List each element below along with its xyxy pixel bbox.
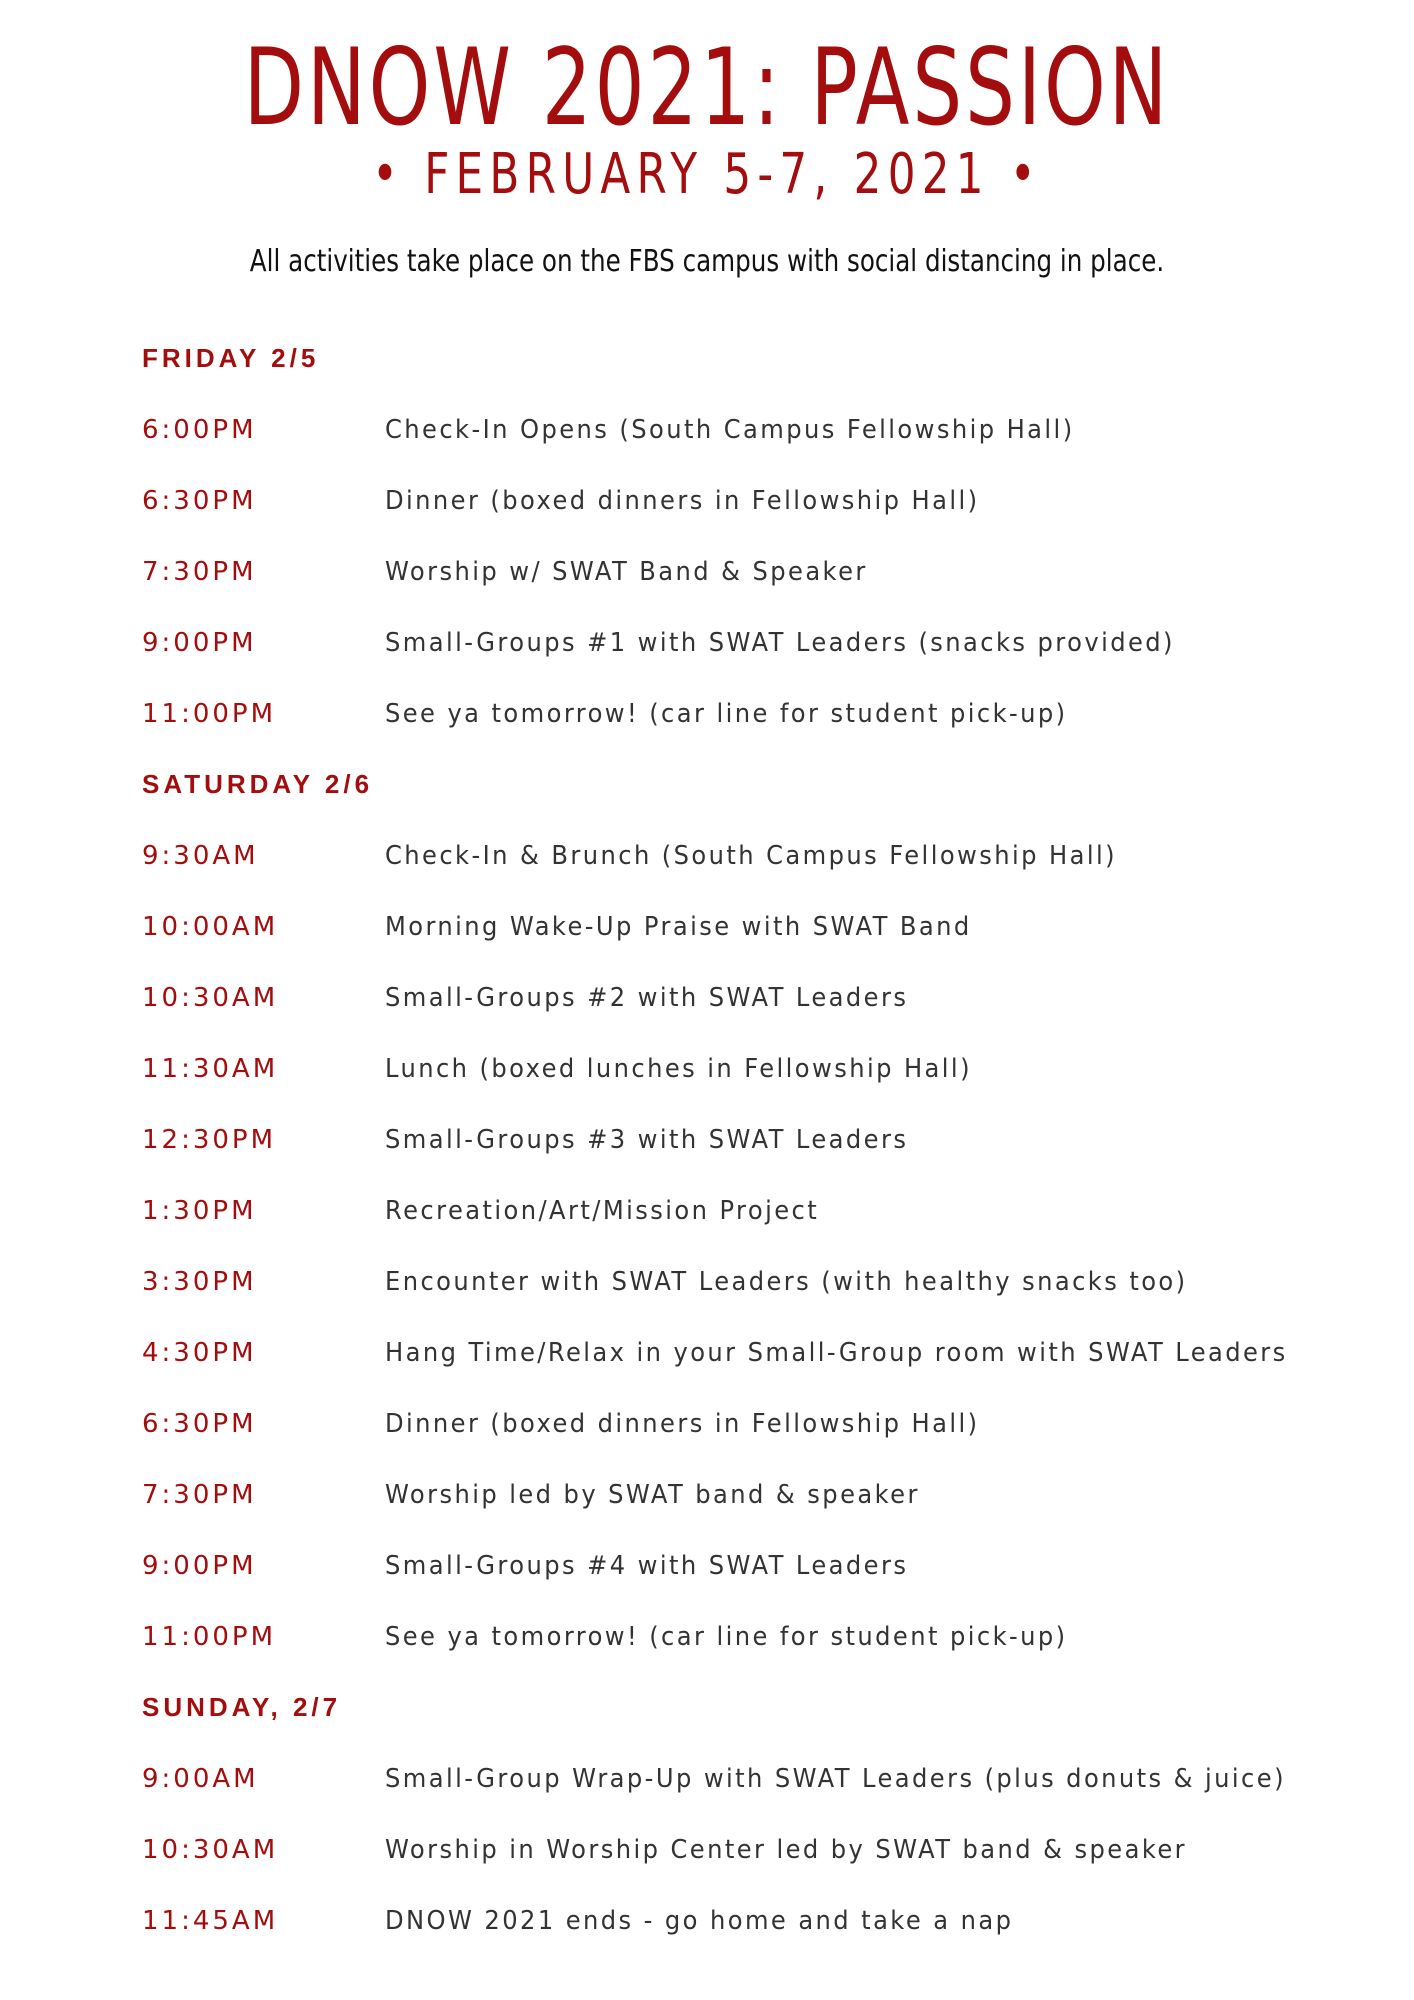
- schedule-time: 7:30PM: [142, 557, 257, 587]
- schedule-time: 6:00PM: [142, 415, 257, 445]
- schedule-time: 11:30AM: [142, 1054, 279, 1084]
- schedule-activity: Worship in Worship Center led by SWAT band & speaker: [385, 1835, 1188, 1865]
- schedule-time: 9:00PM: [142, 1551, 257, 1581]
- schedule-time: 3:30PM: [142, 1267, 257, 1297]
- schedule-time: 6:30PM: [142, 486, 257, 516]
- schedule-row: [0, 552, 1414, 592]
- day-heading-friday: FRIDAY 2/5: [142, 343, 320, 373]
- schedule-row: [0, 481, 1414, 521]
- schedule-activity: Dinner (boxed dinners in Fellowship Hall): [385, 1409, 980, 1439]
- schedule-activity: Small-Groups #4 with SWAT Leaders: [385, 1551, 909, 1581]
- schedule-activity: See ya tomorrow! (car line for student pick-up): [385, 1622, 1068, 1652]
- schedule-activity: Worship led by SWAT band & speaker: [385, 1480, 920, 1510]
- page-title: DNOW 2021: PASSION: [243, 26, 1171, 149]
- schedule-time: 12:30PM: [142, 1125, 277, 1155]
- intro-text: All activities take place on the FBS campus with social distancing in place.: [249, 244, 1165, 279]
- schedule-activity: Dinner (boxed dinners in Fellowship Hall): [385, 486, 980, 516]
- schedule-activity: Small-Group Wrap-Up with SWAT Leaders (plus donuts & juice): [385, 1764, 1286, 1794]
- schedule-row: [0, 978, 1414, 1018]
- schedule-activity: Small-Groups #2 with SWAT Leaders: [385, 983, 909, 1013]
- schedule-time: 11:00PM: [142, 699, 277, 729]
- schedule-activity: Morning Wake-Up Praise with SWAT Band: [385, 912, 972, 942]
- schedule-activity: Small-Groups #1 with SWAT Leaders (snacks provided): [385, 628, 1175, 658]
- schedule-row: [0, 694, 1414, 734]
- schedule-activity: See ya tomorrow! (car line for student pick-up): [385, 699, 1068, 729]
- schedule-row: [0, 1191, 1414, 1231]
- schedule-time: 11:45AM: [142, 1906, 279, 1936]
- schedule-activity: Worship w/ SWAT Band & Speaker: [385, 557, 868, 587]
- schedule-activity: Small-Groups #3 with SWAT Leaders: [385, 1125, 909, 1155]
- schedule-activity: Check-In Opens (South Campus Fellowship Hall): [385, 415, 1075, 445]
- schedule-time: 10:30AM: [142, 983, 279, 1013]
- schedule-row: [0, 907, 1414, 947]
- schedule-row: [0, 836, 1414, 876]
- schedule-row: [0, 1546, 1414, 1586]
- schedule-activity: DNOW 2021 ends - go home and take a nap: [385, 1906, 1014, 1936]
- schedule-row: [0, 1404, 1414, 1444]
- schedule-time: 11:00PM: [142, 1622, 277, 1652]
- schedule-row: [0, 1049, 1414, 1089]
- schedule-time: 6:30PM: [142, 1409, 257, 1439]
- event-dates: • FEBRUARY 5-7, 2021 •: [372, 142, 1042, 207]
- schedule-activity: Encounter with SWAT Leaders (with healthy snacks too): [385, 1267, 1188, 1297]
- schedule-activity: Check-In & Brunch (South Campus Fellowship Hall): [385, 841, 1117, 871]
- schedule-time: 7:30PM: [142, 1480, 257, 1510]
- schedule-row: [0, 1830, 1414, 1870]
- schedule-row: [0, 1120, 1414, 1160]
- schedule-row: [0, 1262, 1414, 1302]
- schedule-activity: Hang Time/Relax in your Small-Group room with SWAT Leaders: [385, 1338, 1288, 1368]
- schedule-time: 9:30AM: [142, 841, 259, 871]
- schedule-activity: Lunch (boxed lunches in Fellowship Hall): [385, 1054, 972, 1084]
- schedule-row: [0, 1759, 1414, 1799]
- schedule-time: 9:00PM: [142, 628, 257, 658]
- schedule-time: 9:00AM: [142, 1764, 259, 1794]
- schedule-time: 4:30PM: [142, 1338, 257, 1368]
- schedule-time: 1:30PM: [142, 1196, 257, 1226]
- schedule-row: [0, 623, 1414, 663]
- day-heading-saturday: SATURDAY 2/6: [142, 769, 374, 799]
- schedule-row: [0, 1901, 1414, 1941]
- day-heading-sunday: SUNDAY, 2/7: [142, 1692, 342, 1722]
- schedule-time: 10:00AM: [142, 912, 279, 942]
- schedule-row: [0, 1333, 1414, 1373]
- schedule-activity: Recreation/Art/Mission Project: [385, 1196, 820, 1226]
- schedule-row: [0, 1475, 1414, 1515]
- schedule-row: [0, 1617, 1414, 1657]
- schedule-row: [0, 410, 1414, 450]
- schedule-time: 10:30AM: [142, 1835, 279, 1865]
